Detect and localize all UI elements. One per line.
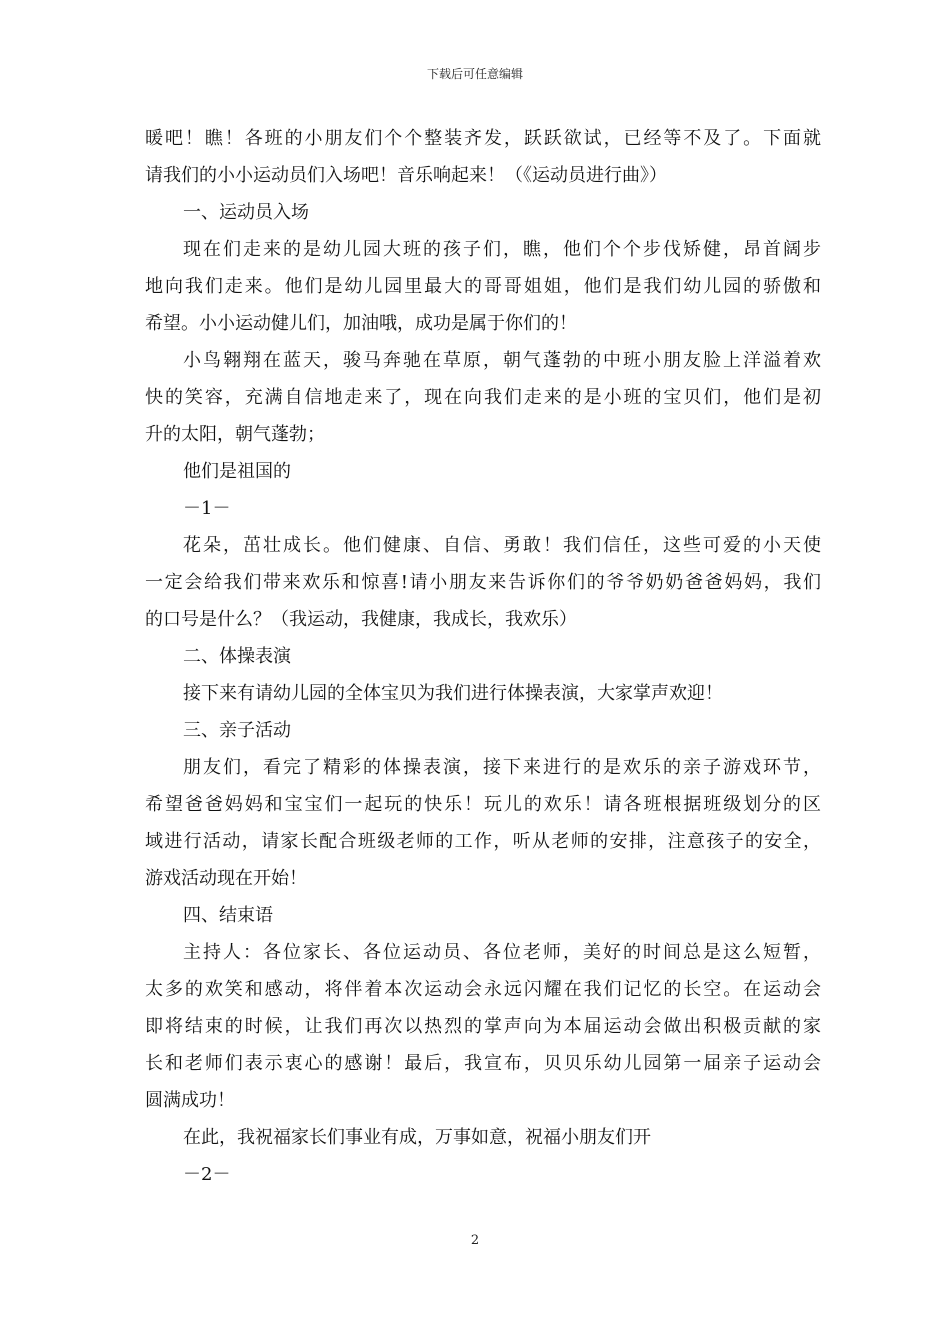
text-line: 即将结束的时候，让我们再次以热烈的掌声向为本届运动会做出积极贡献的家: [145, 1016, 821, 1037]
text-line: 圆满成功！: [145, 1090, 235, 1111]
text-line: 升的太阳，朝气蓬勃；: [145, 424, 325, 445]
text-line: －1－: [183, 498, 231, 519]
text-line: 四、结束语: [183, 905, 273, 926]
text-line: 小鸟翱翔在蓝天，骏马奔驰在草原，朝气蓬勃的中班小朋友脸上洋溢着欢: [183, 350, 821, 371]
text-line: －2－: [183, 1164, 231, 1185]
text-line: 一、运动员入场: [183, 202, 309, 223]
text-line: 主持人：各位家长、各位运动员、各位老师，美好的时间总是这么短暂，: [183, 942, 821, 963]
page-number: 2: [470, 1233, 480, 1248]
text-line: 域进行活动，请家长配合班级老师的工作，听从老师的安排，注意孩子的安全，: [145, 831, 821, 852]
text-line: 的口号是什么？（我运动，我健康，我成长，我欢乐）: [145, 609, 577, 630]
text-line: 游戏活动现在开始！: [145, 868, 307, 889]
page-header: 下载后可任意编辑: [426, 67, 523, 81]
text-line: 花朵，茁壮成长。他们健康、自信、勇敢！我们信任，这些可爱的小天使: [183, 535, 821, 556]
text-line: 在此，我祝福家长们事业有成，万事如意，祝福小朋友们开: [183, 1127, 651, 1148]
text-line: 快的笑容，充满自信地走来了，现在向我们走来的是小班的宝贝们，他们是初: [145, 387, 821, 408]
text-line: 接下来有请幼儿园的全体宝贝为我们进行体操表演，大家掌声欢迎！: [183, 683, 723, 704]
text-line: 希望爸爸妈妈和宝宝们一起玩的快乐！玩儿的欢乐！请各班根据班级划分的区: [145, 794, 821, 815]
text-line: 二、体操表演: [183, 646, 291, 667]
text-line: 三、亲子活动: [183, 720, 291, 741]
text-line: 现在们走来的是幼儿园大班的孩子们，瞧，他们个个步伐矫健，昂首阔步: [183, 239, 821, 260]
text-line: 他们是祖国的: [183, 461, 291, 482]
text-line: 请我们的小小运动员们入场吧！音乐响起来！（《运动员进行曲》）: [145, 165, 667, 186]
text-line: 希望。小小运动健儿们，加油哦，成功是属于你们的！: [145, 313, 577, 334]
text-line: 太多的欢笑和感动，将伴着本次运动会永远闪耀在我们记忆的长空。在运动会: [145, 979, 821, 1000]
text-line: 暖吧！瞧！各班的小朋友们个个整装齐发，跃跃欲试，已经等不及了。下面就: [145, 128, 821, 149]
text-line: 长和老师们表示衷心的感谢！最后，我宣布，贝贝乐幼儿园第一届亲子运动会: [145, 1053, 821, 1074]
text-line: 一定会给我们带来欢乐和惊喜!请小朋友来告诉你们的爷爷奶奶爸爸妈妈，我们: [145, 572, 821, 593]
document-body: [145, 120, 821, 1193]
text-line: 朋友们，看完了精彩的体操表演，接下来进行的是欢乐的亲子游戏环节，: [183, 757, 821, 778]
text-line: 地向我们走来。他们是幼儿园里最大的哥哥姐姐，他们是我们幼儿园的骄傲和: [145, 276, 821, 297]
